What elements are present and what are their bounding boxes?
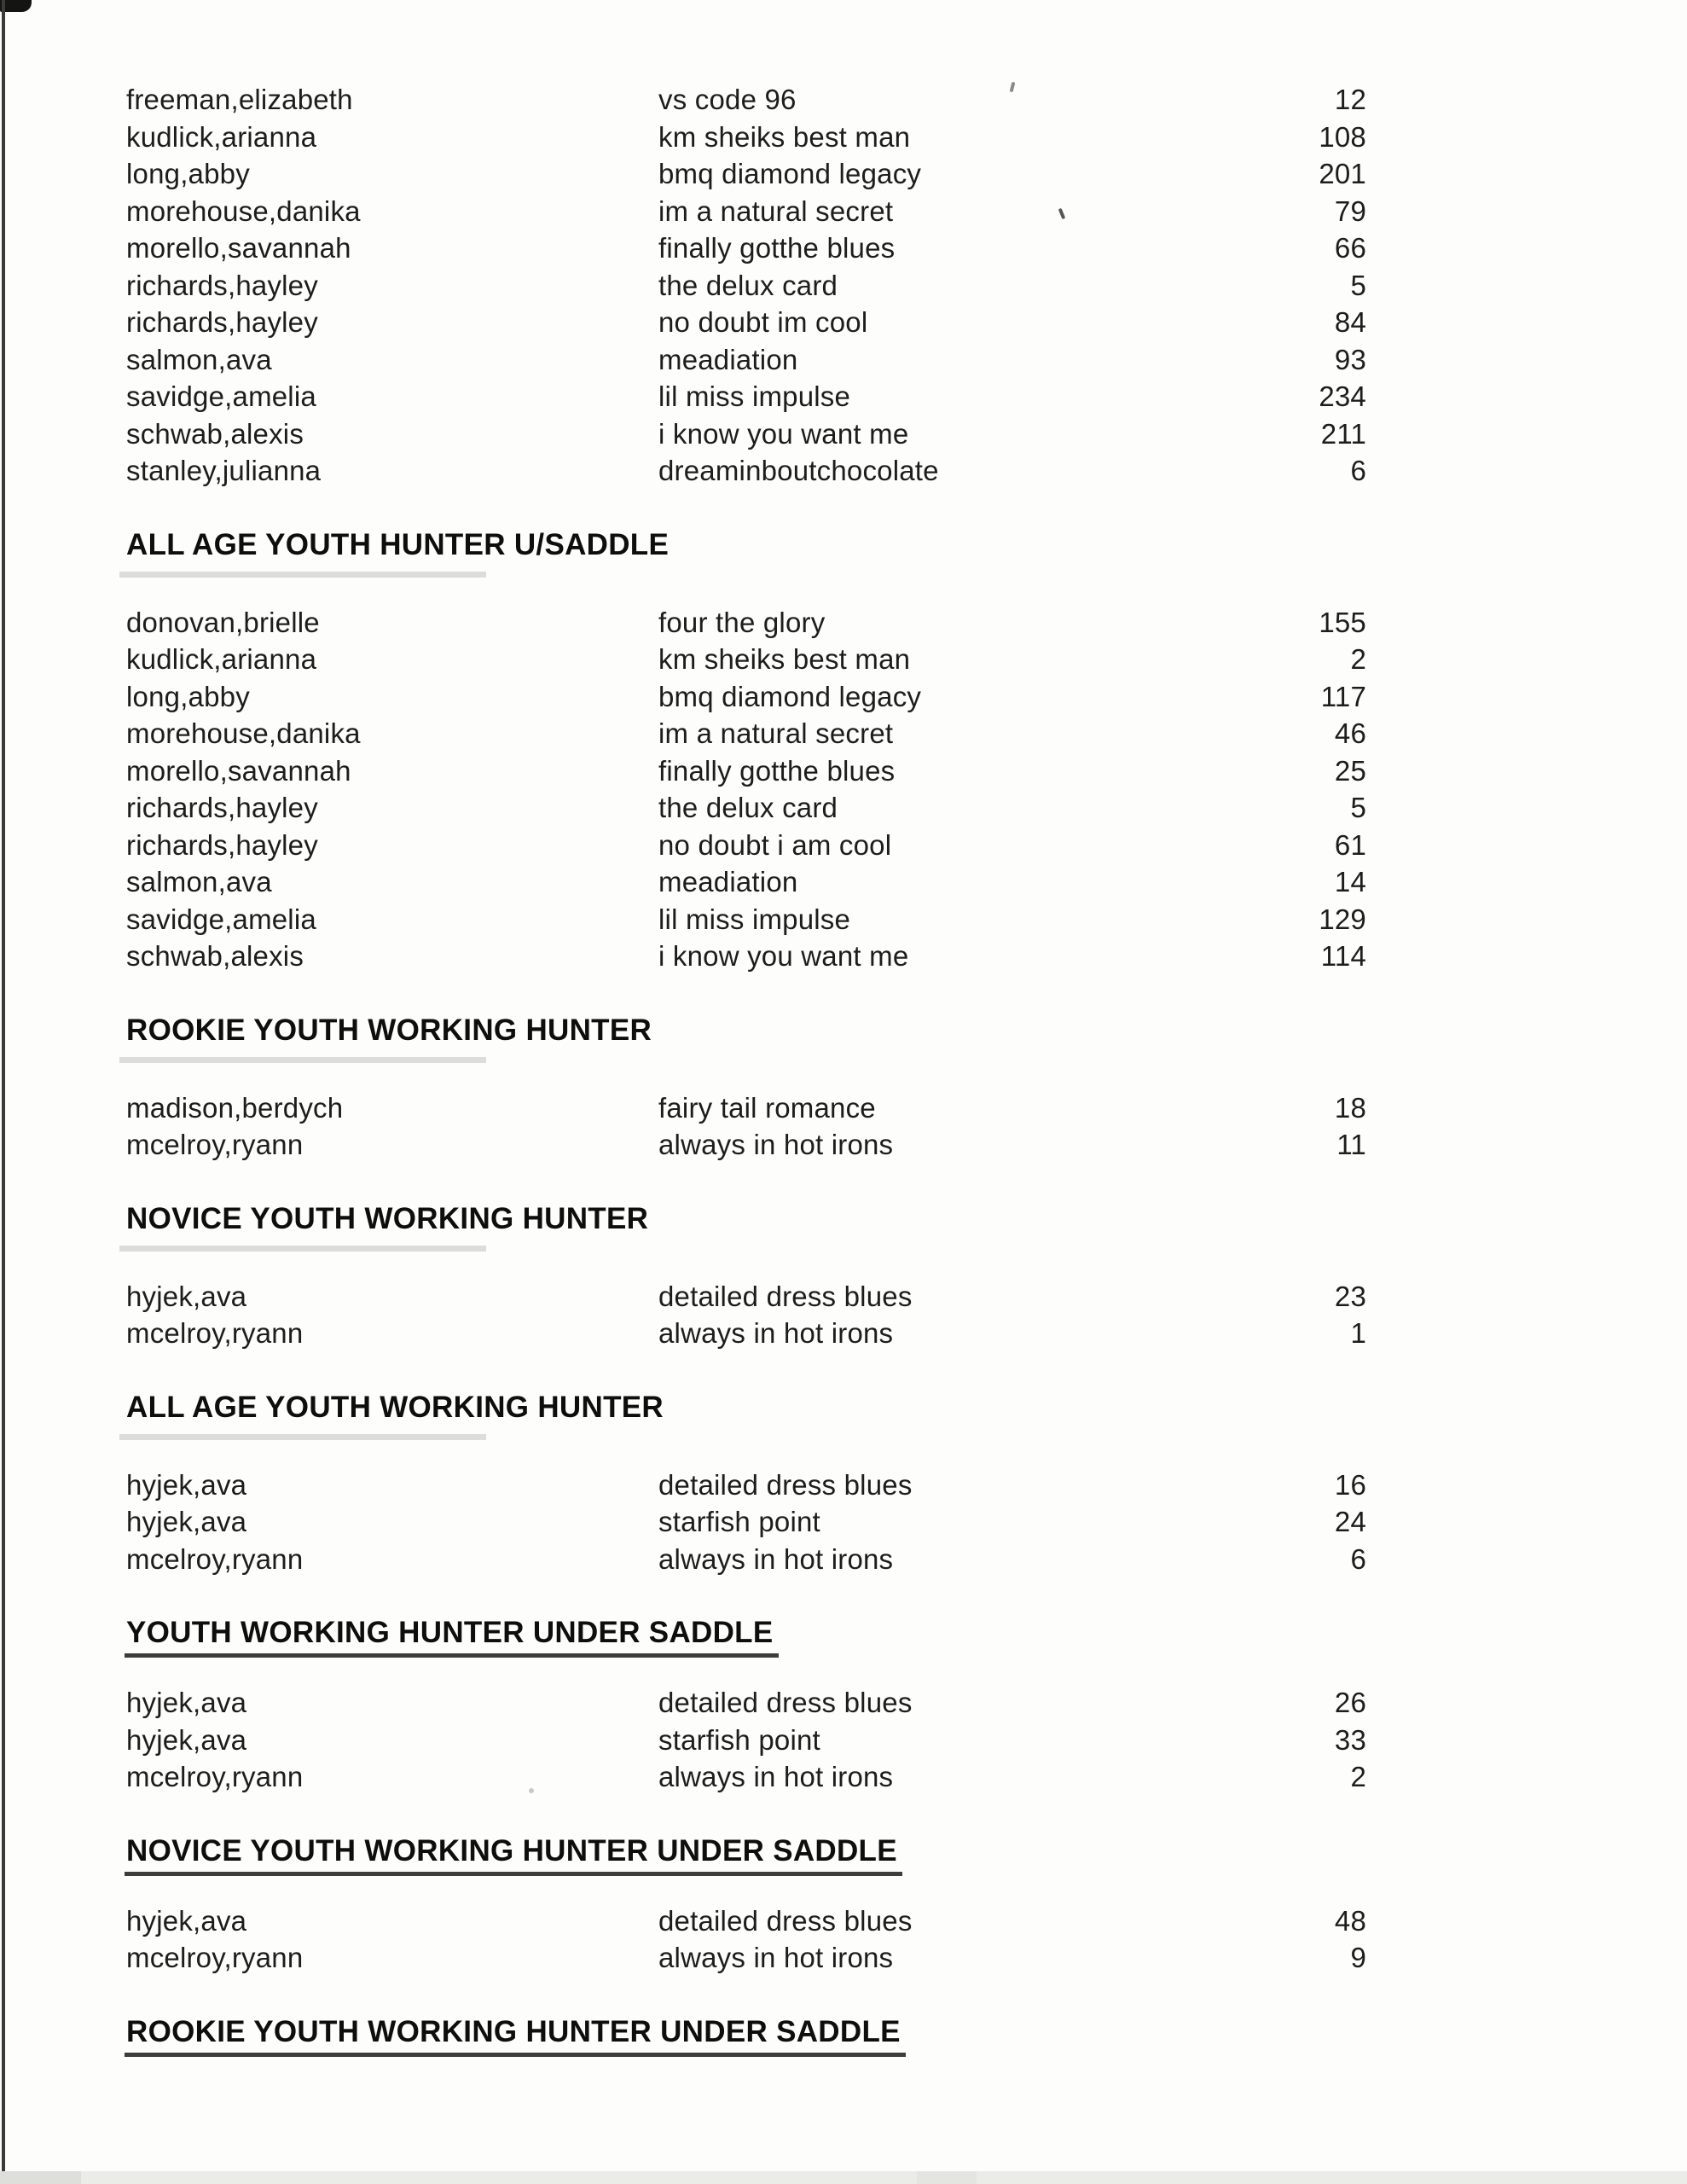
results-block <box>126 604 1366 975</box>
result-row <box>126 1939 1366 1977</box>
horse-name: starfish point <box>658 1723 820 1756</box>
result-row <box>126 229 1366 267</box>
rider-name: kudlick,arianna <box>126 120 317 153</box>
horse-name: always in hot irons <box>658 1129 894 1160</box>
result-row <box>126 1315 1366 1352</box>
result-row <box>126 752 1366 790</box>
result-row <box>126 1126 1366 1164</box>
horse-name: the delux card <box>658 269 838 301</box>
rider-name: savidge,amelia <box>126 380 316 412</box>
points-value: 23 <box>1334 1280 1366 1312</box>
rider-name: donovan,brielle <box>126 606 320 638</box>
points-value: 16 <box>1334 1468 1366 1501</box>
rider-name: hyjek,ava <box>126 1468 247 1501</box>
points-value: 6 <box>1350 455 1366 486</box>
result-row <box>126 604 1366 642</box>
points-value: 84 <box>1334 306 1366 338</box>
rider-name: salmon,ava <box>126 866 272 897</box>
horse-name: lil miss impulse <box>658 380 851 412</box>
rider-name: freeman,elizabeth <box>126 84 353 115</box>
points-value: 48 <box>1334 1904 1366 1937</box>
rider-name: madison,berdych <box>126 1091 344 1124</box>
points-value: 234 <box>1319 380 1366 412</box>
result-row <box>126 1722 1366 1759</box>
results-block <box>126 1089 1366 1164</box>
points-value: 24 <box>1334 1506 1366 1537</box>
horse-name: detailed dress blues <box>658 1280 913 1312</box>
points-value: 66 <box>1334 232 1366 264</box>
scan-bottom-strip <box>0 2171 1687 2184</box>
result-row <box>126 378 1366 415</box>
results-block <box>126 1278 1366 1352</box>
horse-name: no doubt i am cool <box>658 828 892 861</box>
results-block <box>126 1684 1366 1796</box>
section-header <box>126 1013 1366 1063</box>
horse-name: dreaminboutchocolate <box>658 455 939 486</box>
points-value: 46 <box>1334 717 1366 749</box>
horse-name: km sheiks best man <box>658 643 911 675</box>
section-header-text: NOVICE YOUTH WORKING HUNTER <box>126 1201 649 1235</box>
section-header-underline <box>119 1057 486 1063</box>
horse-name: meadiation <box>658 866 798 897</box>
horse-name: fairy tail romance <box>658 1091 876 1124</box>
result-row <box>126 901 1366 938</box>
rider-name: hyjek,ava <box>126 1687 247 1718</box>
result-row <box>126 827 1366 864</box>
rider-name: salmon,ava <box>126 343 272 375</box>
points-value: 6 <box>1350 1542 1366 1575</box>
horse-name: finally gotthe blues <box>658 754 896 787</box>
section-header-text: ROOKIE YOUTH WORKING HUNTER UNDER SADDLE <box>125 2014 906 2057</box>
results-block <box>126 81 1366 490</box>
points-value: 211 <box>1320 417 1366 450</box>
horse-name: bmq diamond legacy <box>658 680 922 712</box>
points-value: 14 <box>1334 866 1366 897</box>
rider-name: savidge,amelia <box>126 903 316 935</box>
horse-name: the delux card <box>658 792 838 823</box>
points-value: 26 <box>1334 1687 1366 1718</box>
section-header-underline <box>119 1434 486 1440</box>
points-value: 117 <box>1320 680 1366 712</box>
rider-name: mcelroy,ryann <box>126 1761 304 1792</box>
result-row <box>126 304 1366 341</box>
points-value: 5 <box>1350 269 1366 301</box>
scan-bottom-strip-segment <box>917 2171 977 2184</box>
result-row <box>126 1684 1366 1722</box>
section-header-text: ROOKIE YOUTH WORKING HUNTER <box>126 1013 652 1047</box>
points-value: 18 <box>1334 1091 1366 1124</box>
points-value: 201 <box>1319 158 1366 189</box>
horse-name: im a natural secret <box>658 717 894 749</box>
horse-name: km sheiks best man <box>658 120 911 153</box>
result-row <box>126 415 1366 453</box>
section-header-text: ALL AGE YOUTH HUNTER U/SADDLE <box>126 527 670 561</box>
rider-name: morello,savannah <box>126 754 351 787</box>
horse-name: bmq diamond legacy <box>658 158 922 189</box>
result-row <box>126 789 1366 827</box>
horse-name: im a natural secret <box>658 195 894 227</box>
rider-name: kudlick,arianna <box>126 643 317 675</box>
points-value: 93 <box>1334 343 1366 375</box>
result-row <box>126 1278 1366 1316</box>
rider-name: hyjek,ava <box>126 1280 247 1312</box>
horse-name: detailed dress blues <box>658 1468 913 1501</box>
points-value: 114 <box>1320 940 1366 972</box>
rider-name: long,abby <box>126 158 250 189</box>
result-row <box>126 678 1366 716</box>
points-value: 33 <box>1334 1723 1366 1756</box>
result-row <box>126 715 1366 752</box>
section-header-text: NOVICE YOUTH WORKING HUNTER UNDER SADDLE <box>125 1833 902 1876</box>
result-row <box>126 81 1366 119</box>
rider-name: mcelroy,ryann <box>126 1129 304 1160</box>
horse-name: no doubt im cool <box>658 306 868 338</box>
horse-name: always in hot irons <box>658 1761 894 1792</box>
horse-name: lil miss impulse <box>658 903 851 935</box>
section-header-text: YOUTH WORKING HUNTER UNDER SADDLE <box>125 1615 779 1658</box>
rider-name: morello,savannah <box>126 232 351 264</box>
horse-name: vs code 96 <box>658 84 797 115</box>
result-row <box>126 938 1366 975</box>
points-value: 9 <box>1350 1942 1366 1973</box>
result-row <box>126 1902 1366 1940</box>
result-row <box>126 1089 1366 1127</box>
points-value: 5 <box>1350 792 1366 823</box>
result-row <box>126 1758 1366 1796</box>
result-row <box>126 193 1366 230</box>
section-header <box>126 2014 1366 2057</box>
section-header-underline <box>119 1246 486 1252</box>
points-value: 79 <box>1334 195 1366 227</box>
rider-name: mcelroy,ryann <box>126 1542 304 1575</box>
section-header <box>126 1201 1366 1252</box>
horse-name: meadiation <box>658 343 798 375</box>
rider-name: richards,hayley <box>126 269 318 301</box>
points-value: 25 <box>1334 754 1366 787</box>
result-row <box>126 119 1366 156</box>
points-value: 61 <box>1334 828 1366 861</box>
result-row <box>126 641 1366 678</box>
points-value: 2 <box>1350 1761 1366 1792</box>
rider-name: richards,hayley <box>126 792 318 823</box>
result-row <box>126 267 1366 305</box>
horse-name: always in hot irons <box>658 1542 894 1575</box>
results-block <box>126 1467 1366 1578</box>
results-block <box>126 1902 1366 1977</box>
horse-name: four the glory <box>658 606 826 638</box>
rider-name: stanley,julianna <box>126 455 322 486</box>
section-header-text: ALL AGE YOUTH WORKING HUNTER <box>126 1390 664 1424</box>
scan-left-edge-line <box>2 0 5 2173</box>
horse-name: i know you want me <box>658 940 909 972</box>
points-value: 2 <box>1350 643 1366 675</box>
rider-name: hyjek,ava <box>126 1723 247 1756</box>
horse-name: i know you want me <box>658 417 909 450</box>
section-header-underline <box>119 572 486 578</box>
points-value: 12 <box>1334 84 1366 115</box>
horse-name: always in hot irons <box>658 1317 894 1349</box>
horse-name: finally gotthe blues <box>658 232 896 264</box>
results-content <box>126 81 1366 2057</box>
section-header <box>126 527 1366 578</box>
result-row <box>126 1467 1366 1504</box>
result-row <box>126 1541 1366 1578</box>
result-row <box>126 155 1366 193</box>
points-value: 155 <box>1319 606 1366 638</box>
scan-bottom-strip-segment <box>0 2171 81 2184</box>
result-row <box>126 452 1366 490</box>
section-header <box>126 1615 1366 1658</box>
rider-name: schwab,alexis <box>126 940 304 972</box>
points-value: 11 <box>1336 1129 1366 1160</box>
horse-name: detailed dress blues <box>658 1904 913 1937</box>
rider-name: hyjek,ava <box>126 1506 247 1537</box>
result-row <box>126 341 1366 379</box>
rider-name: mcelroy,ryann <box>126 1942 304 1973</box>
rider-name: mcelroy,ryann <box>126 1317 304 1349</box>
rider-name: schwab,alexis <box>126 417 304 450</box>
horse-name: starfish point <box>658 1506 820 1537</box>
rider-name: morehouse,danika <box>126 195 361 227</box>
rider-name: morehouse,danika <box>126 717 361 749</box>
rider-name: hyjek,ava <box>126 1904 247 1937</box>
rider-name: long,abby <box>126 680 250 712</box>
points-value: 108 <box>1319 120 1366 153</box>
result-row <box>126 863 1366 901</box>
rider-name: richards,hayley <box>126 306 318 338</box>
horse-name: always in hot irons <box>658 1942 894 1973</box>
result-row <box>126 1503 1366 1541</box>
section-header <box>126 1390 1366 1440</box>
section-header <box>126 1833 1366 1876</box>
points-value: 129 <box>1319 903 1366 935</box>
horse-name: detailed dress blues <box>658 1687 913 1718</box>
points-value: 1 <box>1350 1317 1366 1349</box>
rider-name: richards,hayley <box>126 828 318 861</box>
